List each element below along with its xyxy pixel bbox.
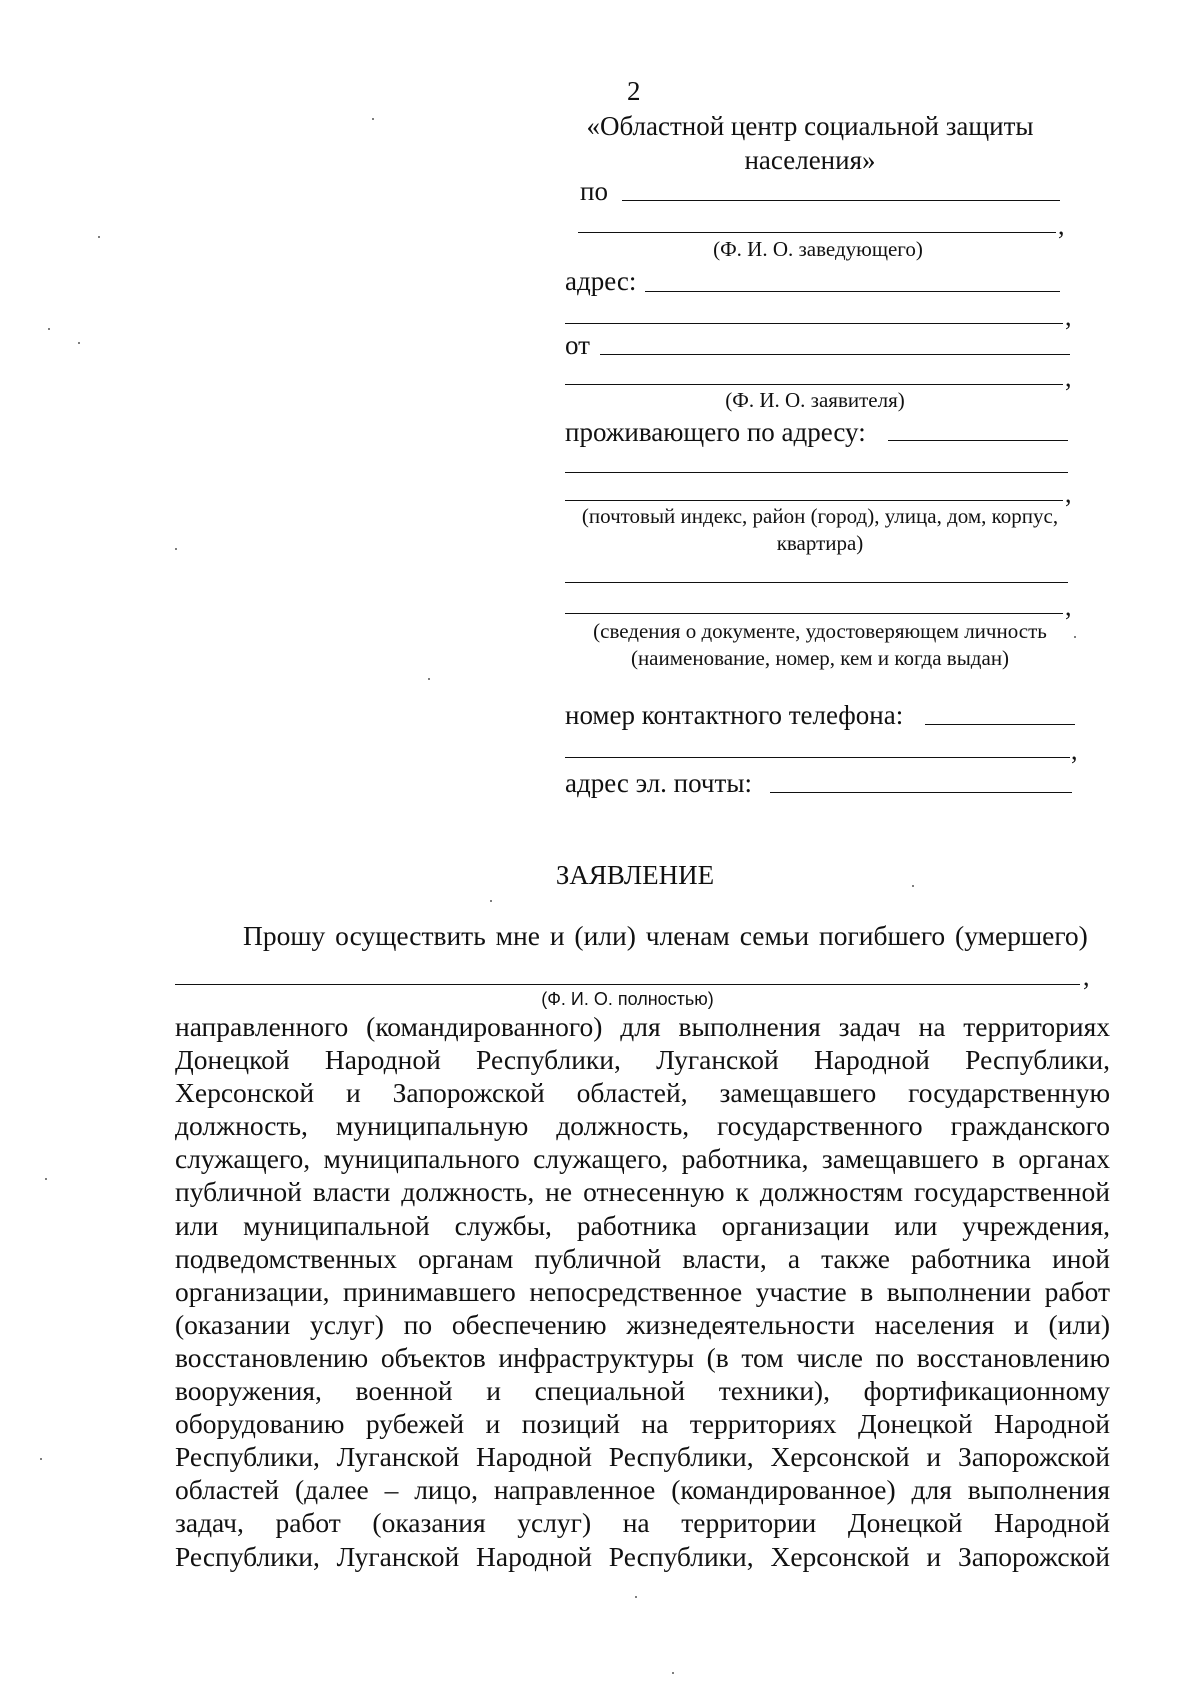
statement-body — [175, 1010, 1110, 1573]
scan-speck — [175, 548, 177, 550]
body-line: областей (далее – лицо, направленное (командированное) для выполнения — [175, 1474, 1110, 1506]
residing-address-field-3[interactable] — [565, 500, 1063, 501]
from-label: от — [565, 330, 590, 360]
body-line: подведомственных органам публичной власти, а также работника иной — [175, 1242, 1110, 1274]
body-line: публичной власти должность, не отнесенную к должностям государственной — [175, 1176, 1110, 1208]
body-line: должность, муниципальную должность, государственного гражданского — [175, 1110, 1110, 1142]
phone-label: номер контактного телефона: — [565, 700, 904, 730]
phone-field[interactable] — [925, 724, 1075, 725]
applicant-name-field[interactable] — [600, 354, 1070, 355]
residing-address-field-2[interactable] — [565, 472, 1068, 473]
scan-speck — [40, 1458, 42, 1460]
scan-speck — [428, 678, 430, 680]
address-field-2[interactable] — [565, 323, 1063, 324]
id-document-field[interactable] — [565, 582, 1068, 583]
scan-speck — [672, 1672, 674, 1674]
scan-speck — [78, 342, 80, 344]
id-caption-line2: (наименование, номер, кем и когда выдан) — [630, 646, 1010, 670]
scan-speck — [490, 900, 492, 902]
scan-speck — [48, 328, 50, 330]
body-line: (оказании услуг) по обеспечению жизнедеятельности населения и (или) — [175, 1308, 1110, 1340]
body-line: или муниципальной службы, работника организации или учреждения, — [175, 1209, 1110, 1241]
comma: , — [1065, 302, 1072, 331]
body-line: Херсонской и Запорожской областей, замещавшего государственную — [175, 1077, 1110, 1109]
comma: , — [1065, 363, 1072, 392]
email-field[interactable] — [770, 792, 1072, 793]
scan-speck — [1074, 636, 1076, 638]
statement-opening: Прошу осуществить мне и (или) членам семьи погибшего (умершего) — [243, 920, 1088, 951]
comma: , — [1058, 211, 1065, 240]
deceased-name-caption: (Ф. И. О. полностью) — [541, 989, 714, 1009]
scan-speck — [372, 118, 374, 120]
scan-speck — [98, 236, 100, 238]
address-label: адрес: — [565, 266, 637, 296]
page-number: 2 — [627, 76, 641, 106]
email-label: адрес эл. почты: — [565, 768, 752, 798]
body-line: направленного (командированного) для выполнения задач на территориях — [175, 1011, 1110, 1042]
head-name-field[interactable] — [622, 200, 1060, 201]
comma: , — [1065, 479, 1072, 508]
comma: , — [1071, 736, 1078, 765]
postal-caption-line1: (почтовый индекс, район (город), улица, дом, корпус, — [581, 504, 1059, 528]
postal-caption-line2: квартира) — [776, 531, 864, 555]
body-line: служащего, муниципального служащего, работника, замещавшего в органах — [175, 1143, 1110, 1175]
body-line: организации, принимавшего непосредственное участие в выполнении работ — [175, 1275, 1110, 1307]
scan-speck — [45, 1178, 47, 1180]
body-line: Республики, Луганской Народной Республики, Херсонской и Запорожской — [175, 1441, 1110, 1473]
body-line: Республики, Луганской Народной Республики, Херсонской и Запорожской — [175, 1540, 1110, 1572]
applicant-name-caption: (Ф. И. О. заявителя) — [725, 388, 905, 412]
deceased-name-field[interactable] — [175, 984, 1080, 985]
po-label: по — [580, 176, 608, 206]
body-line: оборудованию рубежей и позиций на территориях Донецкой Народной — [175, 1408, 1110, 1440]
phone-field-2[interactable] — [565, 757, 1070, 758]
statement-title: ЗАЯВЛЕНИЕ — [555, 860, 715, 890]
org-name-line2: населения» — [744, 145, 876, 175]
applicant-name-field-2[interactable] — [565, 384, 1063, 385]
scan-speck — [912, 885, 914, 887]
comma: , — [1065, 592, 1072, 621]
id-caption-line1: (сведения о документе, удостоверяющем личность — [593, 619, 1047, 643]
body-line: Донецкой Народной Республики, Луганской Народной Республики, — [175, 1044, 1110, 1076]
comma: , — [1083, 962, 1090, 991]
scan-speck — [635, 1596, 637, 1598]
body-line: вооружения, военной и специальной техники), фортификационному — [175, 1375, 1110, 1407]
address-field[interactable] — [645, 291, 1060, 292]
residing-address-field[interactable] — [888, 440, 1068, 441]
head-name-field-2[interactable] — [578, 232, 1056, 233]
id-document-field-2[interactable] — [565, 613, 1063, 614]
head-name-caption: (Ф. И. О. заведующего) — [713, 237, 923, 261]
body-line: восстановлению объектов инфраструктуры (в том числе по восстановлению — [175, 1341, 1110, 1373]
org-name-line1: «Областной центр социальной защиты — [586, 111, 1034, 141]
body-line: задач, работ (оказания услуг) на территории Донецкой Народной — [175, 1507, 1110, 1539]
residing-label: проживающего по адресу: — [565, 417, 866, 447]
